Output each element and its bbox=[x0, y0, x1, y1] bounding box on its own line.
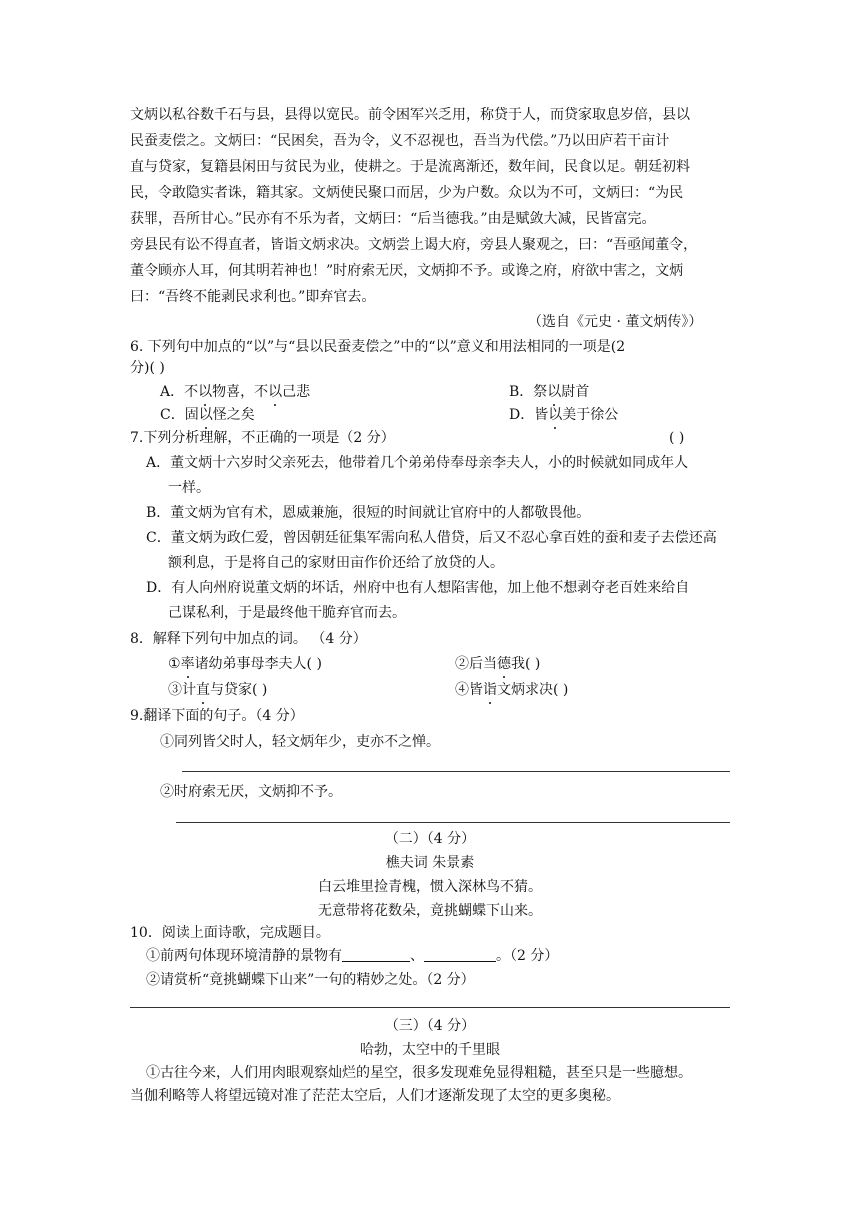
question-10-sub-1: ①前两句体现环境清静的景物有 、 。（2 分） bbox=[146, 948, 559, 964]
question-6-stem-cont: 分)( ) bbox=[130, 360, 165, 376]
dotted-char: 以 bbox=[198, 384, 213, 400]
dotted-char: 率 bbox=[180, 656, 195, 672]
question-7-option-a-cont: 一样。 bbox=[168, 480, 210, 496]
question-8-item-4[interactable]: ④皆诣文炳求决( ) bbox=[455, 682, 569, 698]
question-7-stem: 7.下列分析理解，不正确的一项是（2 分） bbox=[130, 430, 395, 446]
answer-paren[interactable]: ( ) bbox=[669, 430, 685, 446]
question-8-stem: 8．解释下列句中加点的词。 （4 分） bbox=[130, 631, 367, 647]
question-10-stem: 10．阅读上面诗歌，完成题目。 bbox=[130, 925, 330, 941]
question-10-sub-2: ②请赏析“竟挑蝴蝶下山来”一句的精妙之处。（2 分） bbox=[146, 972, 475, 988]
question-7-option-a[interactable]: A．董文炳十六岁时父亲死去，他带着几个弟弟侍奉母亲李夫人，小的时候就如同成年人 bbox=[146, 455, 689, 471]
question-9-sentence-2: ②时府索无厌，文炳抑不予。 bbox=[160, 784, 342, 800]
dotted-char: 直 bbox=[196, 682, 210, 698]
article-paragraph: ①古往今来，人们用肉眼观察灿烂的星空，很多发现难免显得粗糙，甚至只是一些臆想。 bbox=[146, 1065, 692, 1081]
article-title: 哈勃，太空中的千里眼 bbox=[360, 1042, 500, 1058]
passage-line: 直与贷家，复籍县闲田与贫民为业，使耕之。于是流离渐还，数年间，民食以足。朝廷初料 bbox=[130, 159, 690, 175]
poem-line: 白云堆里捡青槐，惯入深林鸟不猜。 bbox=[318, 879, 542, 895]
section-3-heading: （三）（4 分） bbox=[384, 1018, 476, 1034]
question-7-option-c-cont: 额利息，于是将自己的家财田亩作价还给了放贷的人。 bbox=[168, 555, 504, 571]
question-8-item-1[interactable]: ①率诸幼弟事母李夫人( ) bbox=[168, 656, 322, 672]
question-7-option-b[interactable]: B．董文炳为官有术，恩威兼施，很短的时间就让官府中的人都敬畏他。 bbox=[146, 505, 591, 521]
question-6-option-c[interactable]: C．固以怪之矣 bbox=[160, 407, 255, 423]
passage-line: 旁县民有讼不得直者，皆诣文炳求决。文炳尝上谒大府，旁县人聚观之，曰：“吾亟闻董令， bbox=[130, 237, 698, 253]
question-8-item-2[interactable]: ②后当德我( ) bbox=[455, 656, 541, 672]
question-6-option-b[interactable]: B．祭以尉首 bbox=[509, 384, 590, 400]
question-7-option-d-cont: 己谋私利，于是最终他干脆弃官而去。 bbox=[168, 605, 406, 621]
question-6-stem: 6. 下列句中加点的“以”与“县以民蚕麦偿之”中的“以”意义和用法相同的一项是(2 bbox=[130, 339, 626, 355]
section-divider bbox=[130, 1007, 730, 1008]
dotted-char: 德 bbox=[497, 656, 511, 672]
passage-line: 民，令敢隐实者诛，籍其家。文炳使民聚口而居，少为户数。众以为不可，文炳曰：“为民 bbox=[130, 185, 684, 201]
dotted-char: 以 bbox=[198, 407, 213, 423]
fill-blank[interactable] bbox=[342, 947, 410, 962]
fill-blank[interactable] bbox=[424, 947, 496, 962]
dotted-char: 以 bbox=[548, 407, 563, 423]
answer-line[interactable] bbox=[182, 771, 730, 772]
passage-line: 文炳以私谷数千石与县，县得以宽民。前令困军兴乏用，称贷于人，而贷家取息岁倍，县以 bbox=[130, 107, 690, 123]
passage-source: （选自《元史 · 董文炳传》） bbox=[528, 314, 703, 330]
poem-title: 樵夫词 朱景素 bbox=[385, 855, 475, 871]
question-6-option-a[interactable]: A．不以物喜，不以己悲 bbox=[160, 384, 311, 400]
question-9-sentence-1: ①同列皆父时人，轻文炳年少，吏亦不之惮。 bbox=[160, 734, 440, 750]
question-7-option-c[interactable]: C．董文炳为政仁爱，曾因朝廷征集军需向私人借贷，后又不忍心拿百姓的蚕和麦子去偿还高 bbox=[146, 530, 717, 546]
question-8-item-3[interactable]: ③计直与贷家( ) bbox=[168, 682, 268, 698]
article-paragraph-cont: 当伽利略等人将望远镜对准了茫茫太空后，人们才逐渐发现了太空的更多奥秘。 bbox=[130, 1088, 620, 1104]
passage-line: 董令顾亦人耳，何其明若神也！”时府索无厌，文炳抑不予。或谗之府，府欲中害之，文炳 bbox=[130, 263, 684, 279]
passage-line: 曰：“吾终不能剥民求利也。”即弃官去。 bbox=[130, 289, 376, 305]
section-2-heading: （二）（4 分） bbox=[384, 831, 476, 847]
dotted-char: 诣 bbox=[483, 682, 497, 698]
dotted-char: 以 bbox=[547, 384, 562, 400]
question-7-option-d[interactable]: D．有人向州府说董文炳的坏话，州府中也有人想陷害他，加上他不想剥夺老百姓来给自 bbox=[146, 580, 690, 596]
question-9-stem: 9.翻译下面的句子。（4 分） bbox=[130, 708, 304, 724]
poem-line: 无意带将花数朵，竟挑蝴蝶下山来。 bbox=[318, 903, 542, 919]
passage-line: 获罪，吾所甘心。”民亦有不乐为者，文炳曰：“后当德我。”由是赋敛大减，民皆富完。 bbox=[130, 211, 656, 227]
answer-line[interactable] bbox=[176, 822, 730, 823]
passage-line: 民蚕麦偿之。文炳曰：“民困矣，吾为令，义不忍视也，吾当为代偿。”乃以田庐若干亩计 bbox=[130, 133, 670, 149]
question-6-option-d[interactable]: D．皆以美于徐公 bbox=[509, 407, 619, 423]
dotted-char: 以 bbox=[268, 384, 283, 400]
